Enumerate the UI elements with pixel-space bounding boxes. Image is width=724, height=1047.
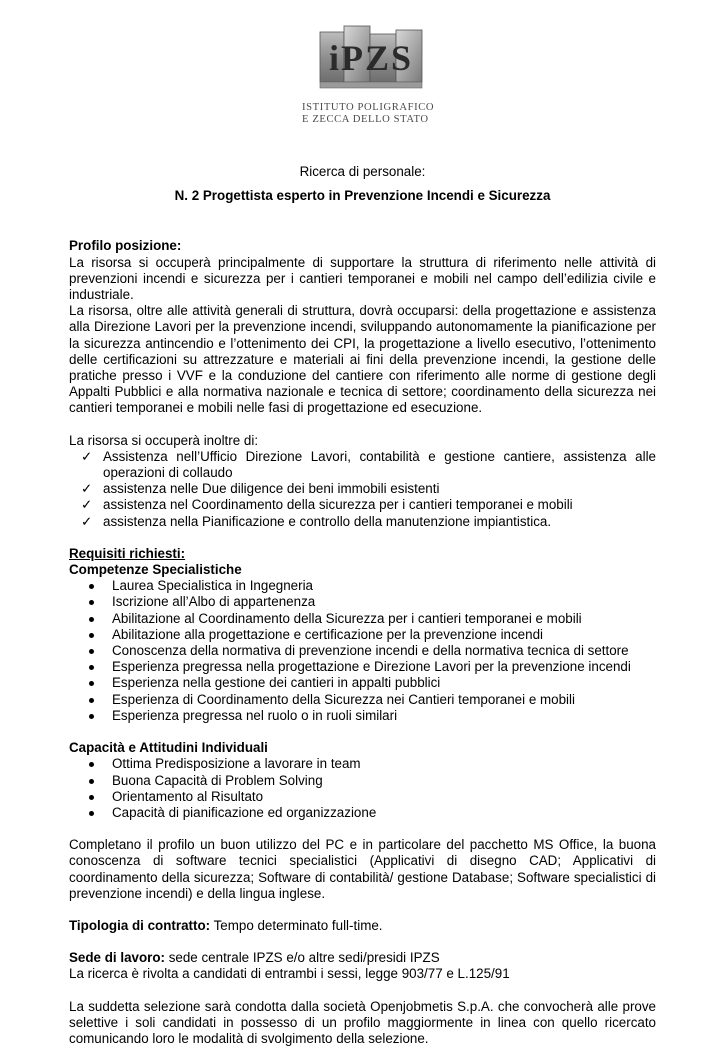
bullet-icon xyxy=(89,779,94,784)
sede-note: La ricerca è rivolta a candidati di entrambi i sessi, legge 903/77 e L.125/91 xyxy=(69,966,510,982)
list-item: Esperienza nella gestione dei cantieri in appalti pubblici xyxy=(69,675,656,691)
list-item: Esperienza pregressa nella progettazione e Direzione Lavori per la prevenzione incendi xyxy=(69,659,656,675)
inoltre-list xyxy=(69,449,656,530)
capacita-heading: Capacità e Attitudini Individuali xyxy=(69,740,268,756)
list-item: ✓ assistenza nelle Due diligence dei beni immobili esistenti xyxy=(81,481,440,497)
requisiti-heading: Requisiti richiesti: xyxy=(69,545,186,561)
list-item: Esperienza di Coordinamento della Sicurezza nei Cantieri temporanei e mobili xyxy=(69,692,656,708)
list-item: Conoscenza della normativa di prevenzione incendi e della normativa tecnica di settore xyxy=(69,643,656,659)
sede-label: Sede di lavoro: xyxy=(69,950,165,966)
list-item: Iscrizione all’Albo di appartenenza xyxy=(69,594,656,610)
list-item: Ottima Predisposizione a lavorare in team xyxy=(69,756,656,772)
bullet-icon xyxy=(89,698,94,703)
profilo-heading: Profilo posizione: xyxy=(69,238,182,254)
profilo-paragraph-1: La risorsa si occuperà principalmente di supportare la struttura di riferimento nelle attività di prevenzioni incendi e sicurezza per i cantieri temporanei e mobili nel campo dell’edilizia civile e industriale. xyxy=(69,254,656,303)
document-kicker: Ricerca di personale: xyxy=(299,164,426,179)
bullet-icon xyxy=(89,811,94,816)
bullet-icon xyxy=(89,665,94,670)
list-item: ✓ assistenza nel Coordinamento della sicurezza per i cantieri temporanei e mobili xyxy=(81,497,573,513)
logo-text-line2: E ZECCA DELLO STATO xyxy=(302,114,429,125)
checkmark-icon: ✓ xyxy=(81,448,93,464)
document-title: N. 2 Progettista esperto in Prevenzione Incendi e Sicurezza xyxy=(174,188,551,204)
contratto-label: Tipologia di contratto: xyxy=(69,917,211,933)
selezione-paragraph: La suddetta selezione sarà condotta dalla società Openjobmetis S.p.A. che convocherà alle prove selettive i soli candidati in possesso di un profilo maggiormente in linea con quello ricercato comunicando loro le modalità di svolgimento della selezione. xyxy=(69,998,656,1046)
document-body xyxy=(69,164,656,1047)
checkmark-icon: ✓ xyxy=(81,513,93,529)
capacita-list xyxy=(69,756,656,821)
list-item: Abilitazione alla progettazione e certificazione per la prevenzione incendi xyxy=(69,627,656,643)
completano-paragraph: Completano il profilo un buon utilizzo del PC e in particolare del pacchetto MS Office, la buona conoscenza di software tecnici specialistici (Applicativi di disegno CAD; Applicativi di coordinamento della sicurezza; Software di contabilità/ gestione Database; Software specialistici di prevenzione incendi) e della lingua inglese. xyxy=(69,837,656,901)
ipzs-logo xyxy=(300,24,440,134)
bullet-icon xyxy=(89,762,94,767)
inoltre-intro: La risorsa si occuperà inoltre di: xyxy=(69,432,259,448)
bullet-icon xyxy=(89,714,94,719)
list-item: ✓ assistenza nella Pianificazione e controllo della manutenzione impiantistica. xyxy=(81,513,552,529)
checkmark-icon: ✓ xyxy=(81,497,93,513)
ipzs-logo-letters: iPZS xyxy=(328,38,414,78)
list-item: Abilitazione al Coordinamento della Sicurezza per i cantieri temporanei e mobili xyxy=(69,611,656,627)
logo-text-line1: ISTITUTO POLIGRAFICO xyxy=(302,102,435,113)
list-item: Buona Capacità di Problem Solving xyxy=(69,773,656,789)
list-item: Capacità di pianificazione ed organizzazione xyxy=(69,805,656,821)
checkmark-icon: ✓ xyxy=(81,481,93,497)
bullet-icon xyxy=(89,617,94,622)
contratto-line xyxy=(69,918,656,934)
bullet-icon xyxy=(89,633,94,638)
sede-value: sede centrale IPZS e/o altre sedi/presidi IPZS xyxy=(165,950,440,966)
bullet-icon xyxy=(89,681,94,686)
list-item: Laurea Specialistica in Ingegneria xyxy=(69,578,656,594)
list-item: ✓ Assistenza nell’Ufficio Direzione Lavori, contabilità e gestione cantiere, assistenza alle operazioni di collaudo xyxy=(81,448,656,481)
competenze-heading: Competenze Specialistiche xyxy=(69,562,242,578)
bullet-icon xyxy=(89,600,94,605)
list-item: Orientamento al Risultato xyxy=(69,789,656,805)
ipzs-logo-mark xyxy=(318,24,428,92)
bullet-icon xyxy=(89,649,94,654)
profilo-paragraph-2: La risorsa, oltre alle attività generali di struttura, dovrà occuparsi: della progettazione e assistenza alla Direzione Lavori per la prevenzione incendi, sviluppando autonomamente la pianificazione per la sicurezza antincendio e l’ottenimento dei CPI, la progettazione a livello esecutivo, l’ottenimento delle certificazioni su attrezzature e materiali ai fini della prevenzione incendi, la gestione delle pratiche presso i VVF e la conduzione del cantiere con riferimento alle norme di gestione degli Appalti Pubblici e alla normativa nazionale e tecnica di settore; coordinamento della sicurezza nei cantieri temporanei e mobili nelle fasi di progettazione ed esecuzione. xyxy=(69,303,656,416)
contratto-value: Tempo determinato full-time. xyxy=(210,917,383,933)
competenze-list xyxy=(69,578,656,724)
bullet-icon xyxy=(89,795,94,800)
sede-line xyxy=(69,950,656,966)
list-item: Esperienza pregressa nel ruolo o in ruoli similari xyxy=(69,708,656,724)
bullet-icon xyxy=(89,584,94,589)
